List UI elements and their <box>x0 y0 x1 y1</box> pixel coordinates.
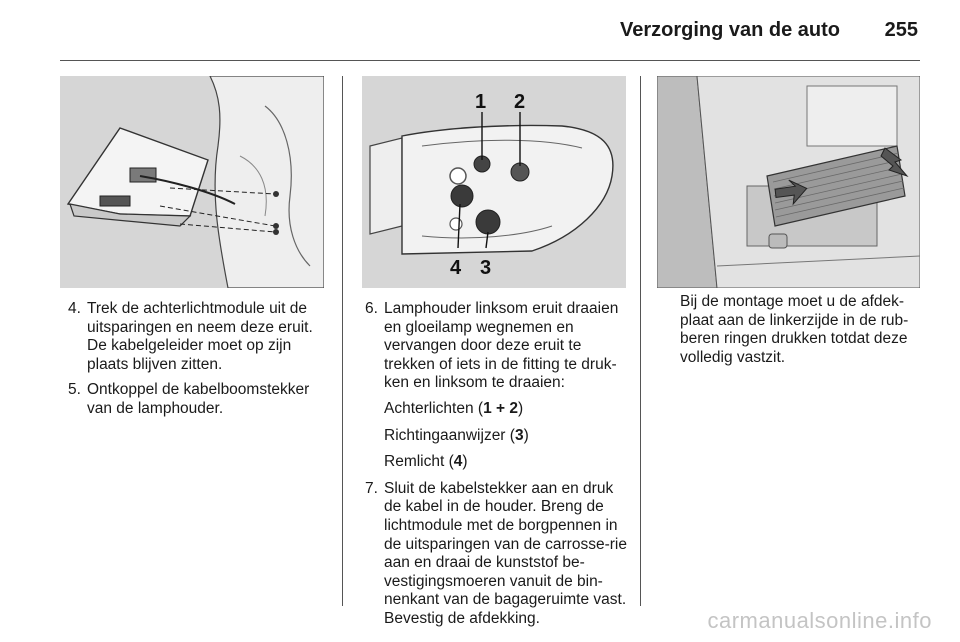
figure-cover-plate <box>657 76 920 288</box>
column-3-text <box>680 293 920 367</box>
column-1-text <box>68 300 330 426</box>
step-6 <box>365 300 629 393</box>
page-title: Verzorging van de auto <box>619 19 840 41</box>
step-4 <box>68 300 330 374</box>
step-text: Ontkoppel de kabelboomstekker van de lamphouder. <box>87 381 310 417</box>
cover-plate-instruction: Bij de montage moet u de afdek-plaat aan de linkerzijde in de rub-beren ringen drukken totdat deze volledig vastzit. <box>680 293 909 366</box>
step-text: Sluit de kabelstekker aan en druk de kabel in de houder. Breng de lichtmodule met de borgpennen in de uitsparingen van de carrosse-rie aan en draai de kunststof be-vestigingsmoeren vanuit de bin-nenkant van de bagageruimte vast. Bevestig de afdekking. <box>384 479 627 627</box>
step-number: 7. <box>365 479 378 497</box>
watermark: carmanualsonline.info <box>707 608 932 633</box>
callout-4: 4 <box>450 257 462 279</box>
lamp-holders-illustration <box>362 76 626 288</box>
column-divider-right <box>640 76 641 606</box>
step-7 <box>365 480 629 629</box>
step-number: 5. <box>68 381 81 399</box>
page-number: 255 <box>884 19 918 41</box>
figure-lamp-holders <box>362 76 626 288</box>
step-number: 4. <box>68 300 81 317</box>
column-divider-left <box>342 76 343 606</box>
header-divider <box>60 60 920 61</box>
taillight-removal-illustration <box>60 76 324 288</box>
callout-1: 1 <box>475 91 487 113</box>
callout-3: 3 <box>480 257 492 279</box>
step-text: Trek de achterlichtmodule uit de uitsparingen en neem deze eruit. De kabelgeleider moet op zijn plaats blijven zitten. <box>87 300 313 373</box>
callout-2: 2 <box>514 91 526 113</box>
step-number: 6. <box>365 300 378 317</box>
cover-plate-illustration <box>657 76 920 288</box>
figure-taillight-removal <box>60 76 324 288</box>
step-text: Lamphouder linksom eruit draaien en gloeilamp wegnemen en vervangen door deze eruit te trekken of iets in de fitting te druk-ken en linksom te draaien: <box>384 300 619 392</box>
sub-item-turn-signal: Richtingaanwijzer (3) <box>384 426 529 444</box>
sub-item-rear-lights: Achterlichten (1 + 2) <box>384 399 524 417</box>
column-2-text <box>365 300 629 636</box>
sub-item-brake-light: Remlicht (4) <box>384 453 468 471</box>
step-5 <box>68 381 330 418</box>
